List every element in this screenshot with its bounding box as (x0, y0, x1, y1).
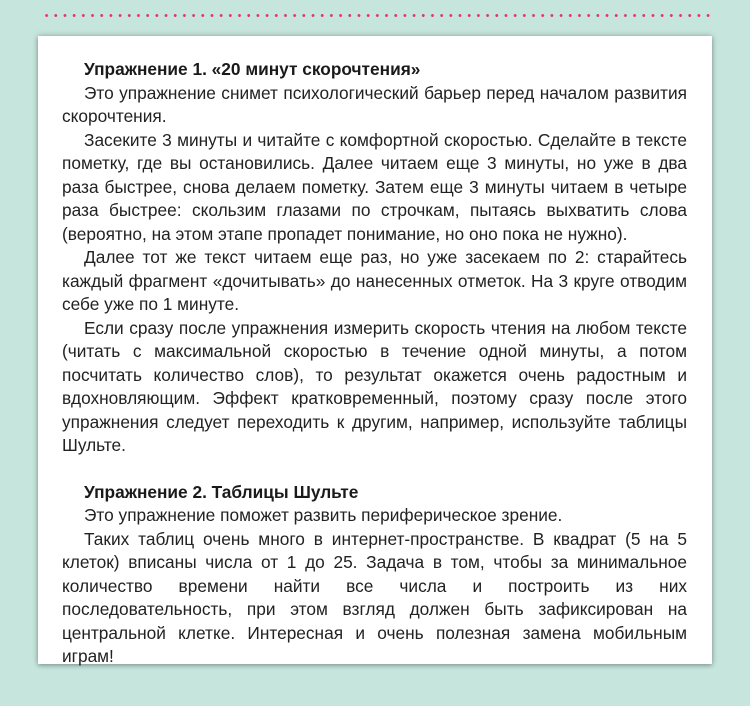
exercise-1-paragraph-4: Если сразу после упражнения измерить скорость чтения на любом тексте (читать с максимальной скоростью в течение одной минуты, а потом посчитать количество слов), то результат окажется очень радостным и вдохновляющим. Эффект кратковременный, поэтому сразу после этого упражнения следует переходить к другим, например, используйте таблицы Шульте. (62, 317, 687, 455)
section-spacer (62, 458, 687, 481)
decorative-dotted-divider (42, 14, 712, 17)
exercise-2-paragraph-1: Это упражнение поможет развить периферическое зрение. (84, 505, 563, 525)
exercise-1-paragraph-2: Засеките 3 минуты и читайте с комфортной скоростью. Сделайте в тексте пометку, где вы остановились. Далее читаем еще 3 минуты, но уже в два раза быстрее, снова делаем пометку. Затем еще 3 минуты читаем в четыре раза быстрее: скользим глазами по строчкам, пытаясь выхватить слова (вероятно, на этом этапе пропадет понимание, но оно пока не нужно). (62, 129, 687, 244)
text-card (38, 36, 712, 664)
exercise-1-paragraph-3: Далее тот же текст читаем еще раз, но уже засекаем по 2: старайтесь каждый фрагмент «дочитывать» до нанесенных отметок. На 3 круге отводим себе уже по 1 минуте. (62, 247, 687, 314)
article-body (62, 58, 687, 669)
exercise-1-paragraph-1: Это упражнение снимет психологический барьер перед началом развития скорочтения. (62, 82, 687, 126)
exercise-2-title: Упражнение 2. Таблицы Шульте (84, 481, 359, 502)
exercise-1-title: Упражнение 1. «20 минут скорочтения» (84, 59, 421, 79)
exercise-2-paragraph-2: Таких таблиц очень много в интернет-пространстве. В квадрат (5 на 5 клеток) вписаны числа от 1 до 25. Задача в том, чтобы за минимальное количество времени найти все числа и построить из них последовательность, при этом взгляд должен быть зафиксирован на центральной клетке. Интересная и очень полезная замена мобильным играм! (62, 528, 687, 666)
